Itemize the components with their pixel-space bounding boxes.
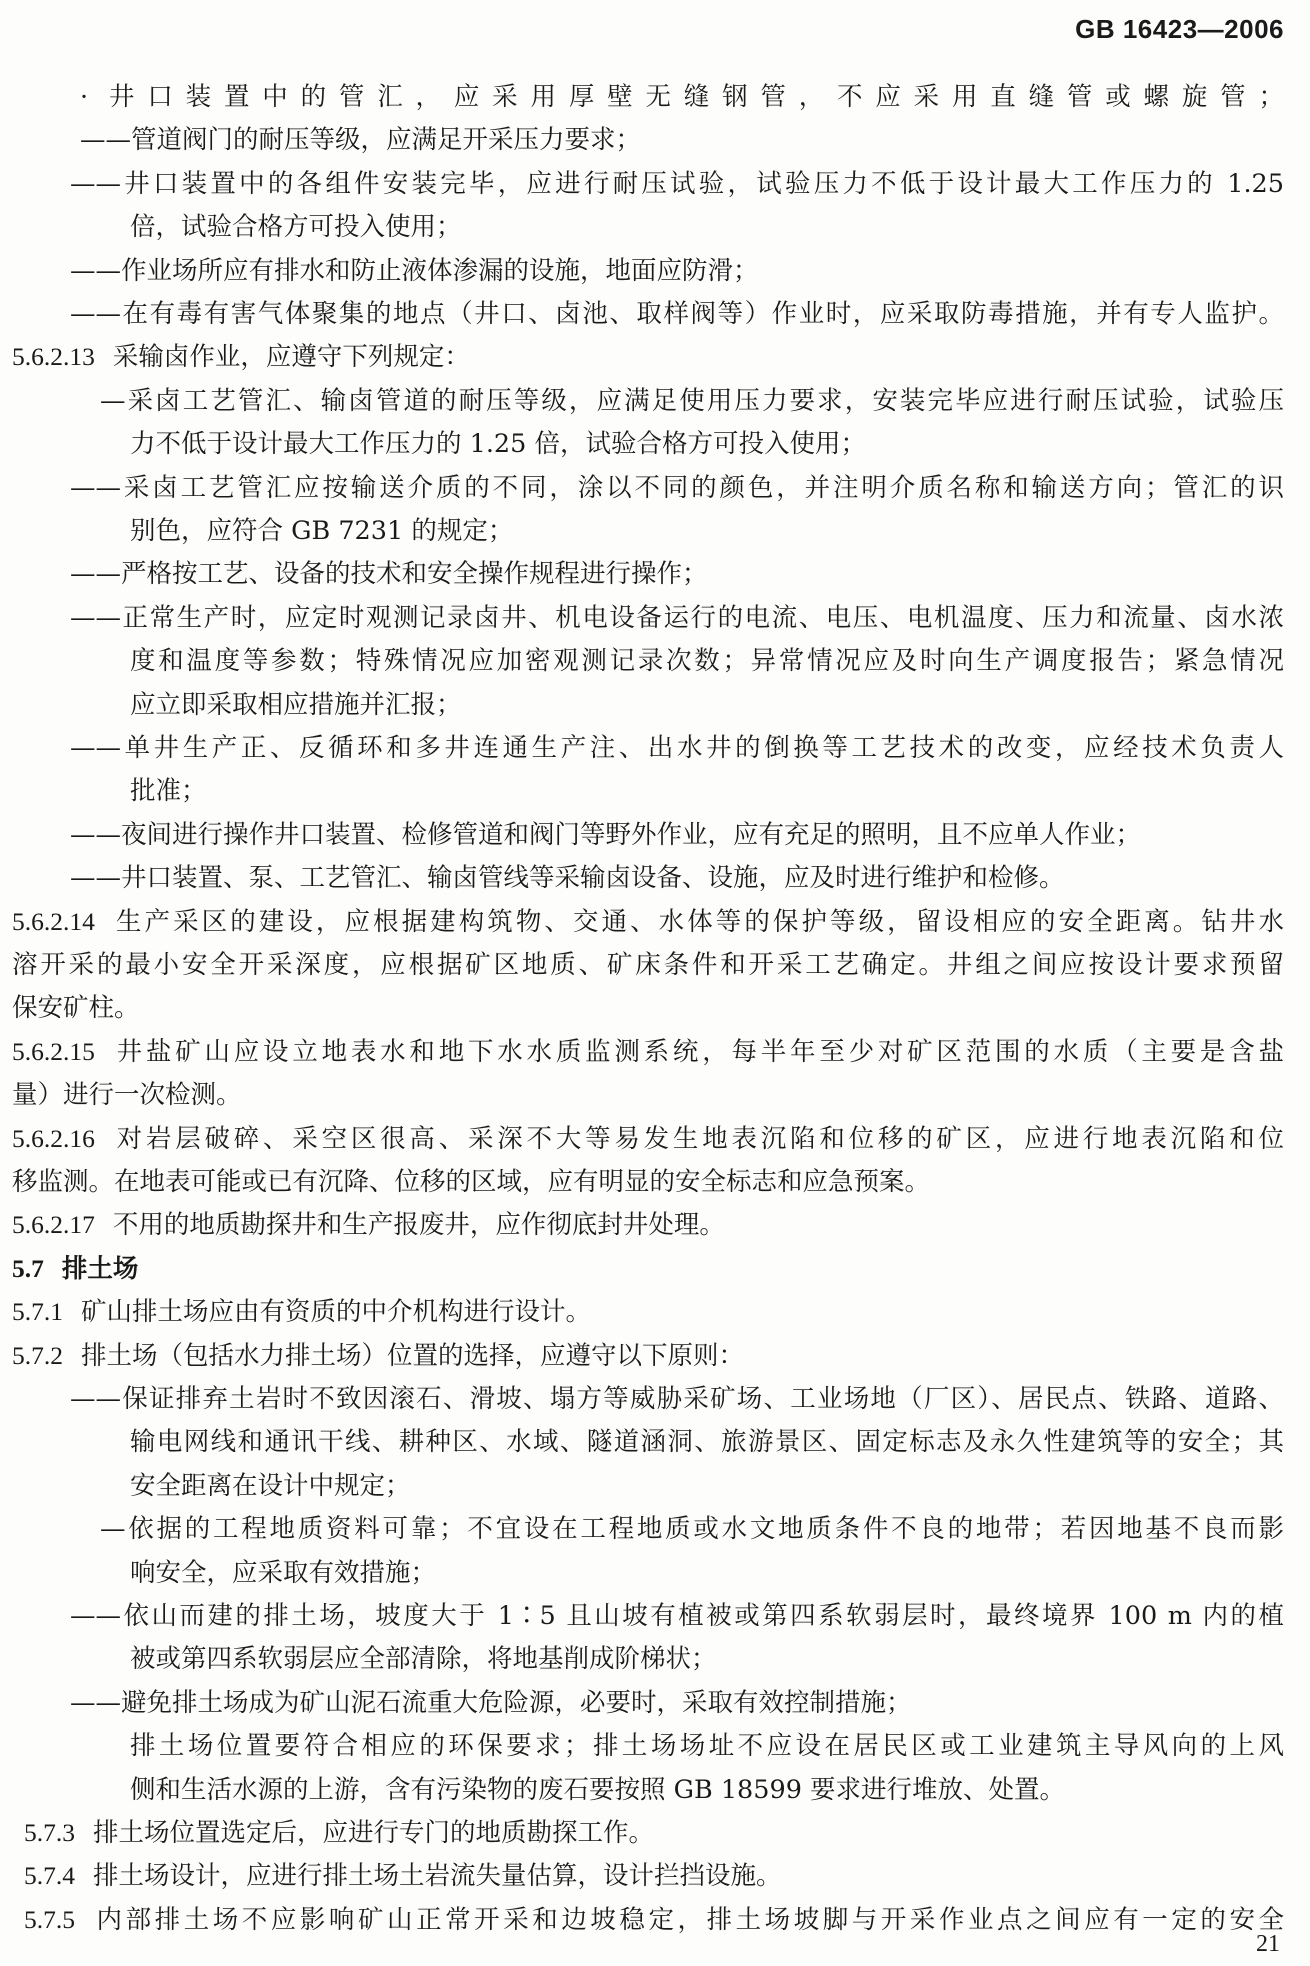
line-text: ——井口装置中的各组件安装完毕，应进行耐压试验，试验压力不低于设计最大工作压力的 1.25 [70,168,1284,199]
line-text: ——在有毒有害气体聚集的地点（井口、卤池、取样阀等）作业时，应采取防毒措施，并有专人监护。 [70,299,1284,329]
line-text: 安全距离在设计中规定； [130,1470,411,1501]
text-line [0,514,1284,548]
line-text: ——采卤工艺管汇应按输送介质的不同，涂以不同的颜色，并注明介质名称和输送方向；管汇的识 [70,472,1284,503]
text-line [0,601,1284,635]
text-line [0,1469,1284,1503]
text-line [0,1512,1284,1546]
line-text: 排土场设计，应进行排土场土岩流失量估算，设计拦挡设施。 [93,1861,782,1892]
line-text: 对岩层破碎、采空区很高、采深不大等易发生地表沉陷和位移的矿区，应进行地表沉陷和位 [112,1123,1284,1154]
line-text: 倍，试验合格方可投入使用； [130,212,462,243]
clause-line [0,1295,1284,1329]
text-line [0,1599,1284,1633]
line-text: 井盐矿山应设立地表水和地下水水质监测系统，每半年至少对矿区范围的水质（主要是含盐 [112,1036,1284,1067]
text-line [0,557,1284,591]
line-text: —依据的工程地质资料可靠；不宜设在工程地质或水文地质条件不良的地带；若因地基不良而影 [100,1514,1284,1545]
clause-line [0,1903,1284,1937]
text-line [0,1165,1284,1199]
text-line [0,644,1284,678]
line-text: 应立即采取相应措施并汇报； [130,689,462,720]
line-text: ——依山而建的排土场，坡度大于 1∶5 且山坡有植被或第四系软弱层时，最终境界 100 m 内的植 [70,1601,1284,1631]
text-line [0,1773,1284,1807]
line-text: 溶开采的最小安全开采深度，应根据矿区地质、矿床条件和开采工艺确定。井组之间应按设计要求预留 [12,950,1284,980]
text-line [0,731,1284,765]
clause-line [0,1859,1284,1893]
line-text: 保安矿柱。 [12,993,140,1024]
clause-line [0,1339,1284,1373]
clause-number: 5.6.2.17 [12,1210,95,1240]
clause-number: 5.7 [12,1253,44,1283]
line-text: ——管道阀门的耐压等级，应满足开采压力要求； [80,125,642,156]
line-text: 矿山排土场应由有资质的中介机构进行设计。 [81,1297,592,1328]
clause-number: 5.7.5 [24,1904,75,1934]
line-text: 不用的地质勘探井和生产报废井，应作彻底封井处理。 [112,1210,725,1241]
line-text: 别色，应符合 GB 7231 的规定； [130,516,514,546]
clause-number: 5.6.2.16 [12,1123,95,1153]
clause-line [0,1252,1284,1286]
line-text: 度和温度等参数；特殊情况应加密观测记录次数；异常情况应及时向生产调度报告；紧急情况 [130,646,1284,677]
clause-line [0,1816,1284,1850]
line-text: 输电网线和通讯干线、耕种区、水域、隧道涵洞、旅游景区、固定标志及永久性建筑等的安全；其 [130,1427,1284,1458]
text-line [0,471,1284,505]
text-line [0,1642,1284,1676]
text-line [0,167,1284,201]
line-text: · 井口装置中的管汇，应采用厚壁无缝钢管，不应采用直缝管或螺旋管； [80,82,1284,112]
line-text: ——作业场所应有排水和防止液体渗漏的设施，地面应防滑； [70,255,759,286]
line-text: ——井口装置、泵、工艺管汇、输卤管线等采输卤设备、设施，应及时进行维护和检修。 [70,863,1065,894]
line-text: 移监测。在地表可能或已有沉降、位移的区域，应有明显的安全标志和应急预案。 [12,1167,931,1197]
text-line [0,688,1284,722]
line-text: ——严格按工艺、设备的技术和安全操作规程进行操作； [70,559,708,590]
text-line [0,1425,1284,1459]
clause-line [0,1208,1284,1242]
line-text: 排土场（包括水力排土场）位置的选择，应遵守以下原则： [81,1340,745,1371]
clause-number: 5.7.3 [24,1818,75,1847]
line-text: 排土场 [61,1253,139,1284]
clause-number: 5.7.2 [12,1340,63,1370]
line-text: ——正常生产时，应定时观测记录卤井、机电设备运行的电流、电压、电机温度、压力和流量、卤水浓 [70,602,1284,633]
line-text: 采输卤作业，应遵守下列规定： [112,342,470,373]
clause-number: 5.6.2.14 [12,906,95,936]
line-text: 排土场位置选定后，应进行专门的地质勘探工作。 [93,1818,655,1848]
line-text: ——保证排弃土岩时不致因滚石、滑坡、塌方等威胁采矿场、工业场地（厂区）、居民点、铁路、道路、 [70,1384,1284,1414]
line-text: 响安全，应采取有效措施； [130,1557,437,1588]
text-line [0,384,1284,418]
text-line [0,948,1284,982]
text-line [0,427,1284,461]
text-line [0,1556,1284,1590]
line-text: 生产采区的建设，应根据建构筑物、交通、水体等的保护等级，留设相应的安全距离。钻井水 [112,906,1284,937]
text-line [0,80,1284,114]
clause-line [0,1122,1284,1156]
line-text: —采卤工艺管汇、输卤管道的耐压等级，应满足使用压力要求，安装完毕应进行耐压试验，试验压 [100,385,1284,416]
clause-number: 5.7.4 [24,1861,75,1891]
line-text: 力不低于设计最大工作压力的 1.25 倍，试验合格方可投入使用； [130,429,866,460]
clause-number: 5.7.1 [12,1297,63,1327]
text-line [0,210,1284,244]
clause-line [0,1035,1284,1069]
text-line [0,861,1284,895]
text-line [0,1382,1284,1416]
text-line [0,297,1284,331]
text-line [0,1078,1284,1112]
line-text: 量）进行一次检测。 [12,1080,242,1111]
line-text: ——夜间进行操作井口装置、检修管道和阀门等野外作业，应有充足的照明，且不应单人作业； [70,819,1142,850]
line-text: 被或第四系软弱层应全部清除，将地基削成阶梯状； [130,1644,717,1675]
text-line [0,818,1284,852]
text-line [0,1686,1284,1720]
text-line [0,123,1284,157]
text-line [0,774,1284,808]
text-line [0,1729,1284,1763]
text-line [0,254,1284,288]
clause-line [0,340,1284,374]
clause-number: 5.6.2.15 [12,1036,95,1066]
line-text: 排土场位置要符合相应的环保要求；排土场场址不应设在居民区或工业建筑主导风向的上风 [130,1731,1284,1762]
clause-line [0,905,1284,939]
page-number: 21 [1256,1931,1280,1957]
standard-code-header: GB 16423—2006 [1075,14,1284,44]
line-text: ——单井生产正、反循环和多井连通生产注、出水井的倒换等工艺技术的改变，应经技术负责人 [70,733,1284,763]
text-line [0,991,1284,1025]
clause-number: 5.6.2.13 [12,342,95,372]
line-text: ——避免排土场成为矿山泥石流重大危险源，必要时，采取有效控制措施； [70,1687,912,1718]
line-text: 批准； [130,776,207,807]
line-text: 侧和生活水源的上游，含有污染物的废石要按照 GB 18599 要求进行堆放、处置。 [130,1774,1066,1805]
line-text: 内部排土场不应影响矿山正常开采和边坡稳定，排土场坡脚与开采作业点之间应有一定的安全 [93,1904,1284,1935]
